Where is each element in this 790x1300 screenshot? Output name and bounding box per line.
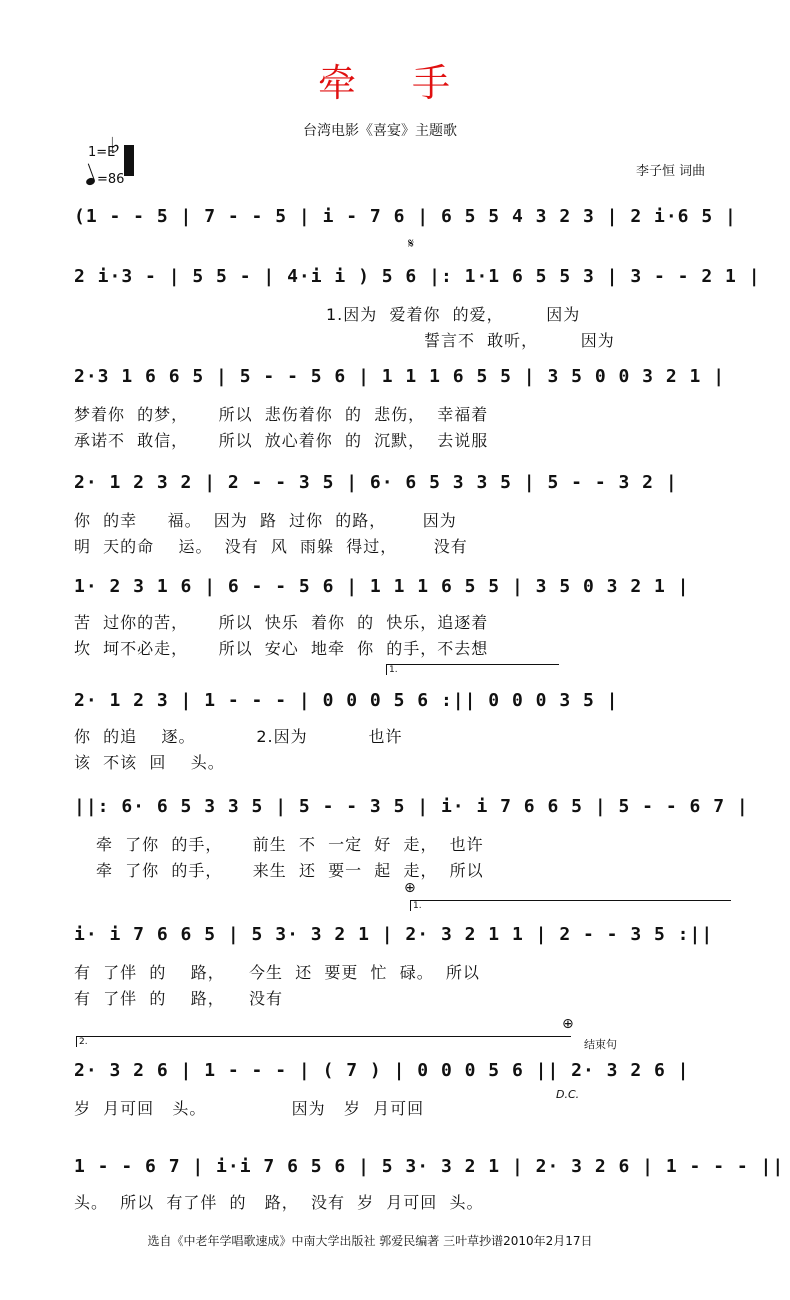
song-title: 牵 手 <box>317 61 473 105</box>
lyric-line: 该 不该 回 头。 <box>74 753 225 772</box>
key-signature <box>88 134 121 161</box>
time-signature <box>124 145 132 171</box>
notation-line: 2 i·3 - | 5 5 - | 4·i i ) 5 6 |: 1·1 6 5 5 3 | 3 - - 2 1 | <box>74 266 761 287</box>
volta-1-bracket: 1. <box>410 900 731 911</box>
lyric-line: 承诺不 敢信， 所以 放心着你 的 沉默， 去说服 <box>74 431 489 450</box>
volta-1-bracket: 1. <box>386 664 559 675</box>
quarter-note-icon <box>85 177 96 187</box>
staff-row <box>70 202 740 242</box>
lyric-line: 梦着你 的梦， 所以 悲伤着你 的 悲伤， 幸福着 <box>74 405 489 424</box>
lyric-line: 誓言不 敢听， 因为 <box>424 331 615 350</box>
lyric-line: 你 的幸 福。 因为 路 过你 的路， 因为 <box>74 511 457 530</box>
staff-row <box>70 1152 785 1192</box>
song-subtitle: 台湾电影《喜宴》主题歌 <box>303 123 457 139</box>
tempo-marking <box>86 172 124 187</box>
key-label: 1=E <box>88 145 116 160</box>
lyric-line: 坎 坷不必走， 所以 安心 地牵 你 的手，不去想 <box>74 639 489 658</box>
notation-line: (1 - - 5 | 7 - - 5 | i - 7 6 | 6 5 5 4 3 2 3 | 2 i·6 5 | <box>74 206 737 227</box>
staff-row <box>70 686 740 726</box>
lyric-line: 岁 月可回 头。 因为 岁 月可回 <box>74 1099 425 1118</box>
lyric-line: 牵 了你 的手， 前生 不 一定 好 走， 也许 <box>96 835 484 854</box>
staff-row <box>70 1056 740 1096</box>
notation-line: 1· 2 3 1 6 | 6 - - 5 6 | 1 1 1 6 5 5 | 3 5 0 3 2 1 | <box>74 576 690 597</box>
notation-line: 2· 1 2 3 | 1 - - - | 0 0 0 5 6 :|| 0 0 0 3 5 | <box>74 690 619 711</box>
notation-line: 2· 3 2 6 | 1 - - - | ( 7 ) | 0 0 0 5 6 || 2· 3 2 6 | <box>74 1060 690 1081</box>
staff-row <box>70 468 740 508</box>
ending-label: 结束句 <box>584 1038 617 1051</box>
staff-row <box>70 572 740 612</box>
notation-line: ||: 6· 6 5 3 3 5 | 5 - - 3 5 | i· i 7 6 6 5 | 5 - - 6 7 | <box>74 796 749 817</box>
lyric-line: 头。 所以 有了伴 的 路， 没有 岁 月可回 头。 <box>74 1193 484 1212</box>
flat-icon: ♭ <box>110 134 121 159</box>
lyric-line: 有 了伴 的 路， 没有 <box>74 989 284 1008</box>
staff-row <box>70 920 740 960</box>
staff-row <box>70 362 740 402</box>
lyric-line: 明 天的命 运。 没有 风 雨躲 得过， 没有 <box>74 537 468 556</box>
notation-line: i· i 7 6 6 5 | 5 3· 3 2 1 | 2· 3 2 1 1 | 2 - - 3 5 :|| <box>74 924 714 945</box>
volta-2-bracket: 2. <box>76 1036 571 1047</box>
composer-credit: 李子恒 词曲 <box>636 164 706 179</box>
coda-icon: ⊕ <box>404 880 416 896</box>
notation-line: 2· 1 2 3 2 | 2 - - 3 5 | 6· 6 5 3 3 5 | 5 - - 3 2 | <box>74 472 678 493</box>
lyric-line: 苦 过你的苦， 所以 快乐 着你 的 快乐，追逐着 <box>74 613 489 632</box>
staff-row <box>70 792 749 832</box>
lyric-line: 有 了伴 的 路， 今生 还 要更 忙 碌。 所以 <box>74 963 480 982</box>
dc-mark: D.C. <box>556 1088 580 1101</box>
segno-icon: 𝄋 <box>408 236 415 252</box>
lyric-line: 牵 了你 的手， 来生 还 要一 起 走， 所以 <box>96 861 484 880</box>
lyric-line: 你 的追 逐。 2.因为 也许 <box>74 727 403 746</box>
notation-line: 1 - - 6 7 | i·i 7 6 5 6 | 5 3· 3 2 1 | 2· 3 2 6 | 1 - - - || <box>74 1156 785 1177</box>
coda-icon: ⊕ <box>562 1016 574 1032</box>
source-credit: 选自《中老年学唱歌速成》中南大学出版社 郭爱民编著 三叶草抄谱2010年2月17日 <box>147 1234 593 1248</box>
notation-line: 2·3 1 6 6 5 | 5 - - 5 6 | 1 1 1 6 5 5 | 3 5 0 0 3 2 1 | <box>74 366 726 387</box>
tempo-value: =86 <box>97 172 125 187</box>
lyric-line: 1.因为 爱着你 的爱， 因为 <box>326 305 581 324</box>
staff-row <box>70 262 761 302</box>
